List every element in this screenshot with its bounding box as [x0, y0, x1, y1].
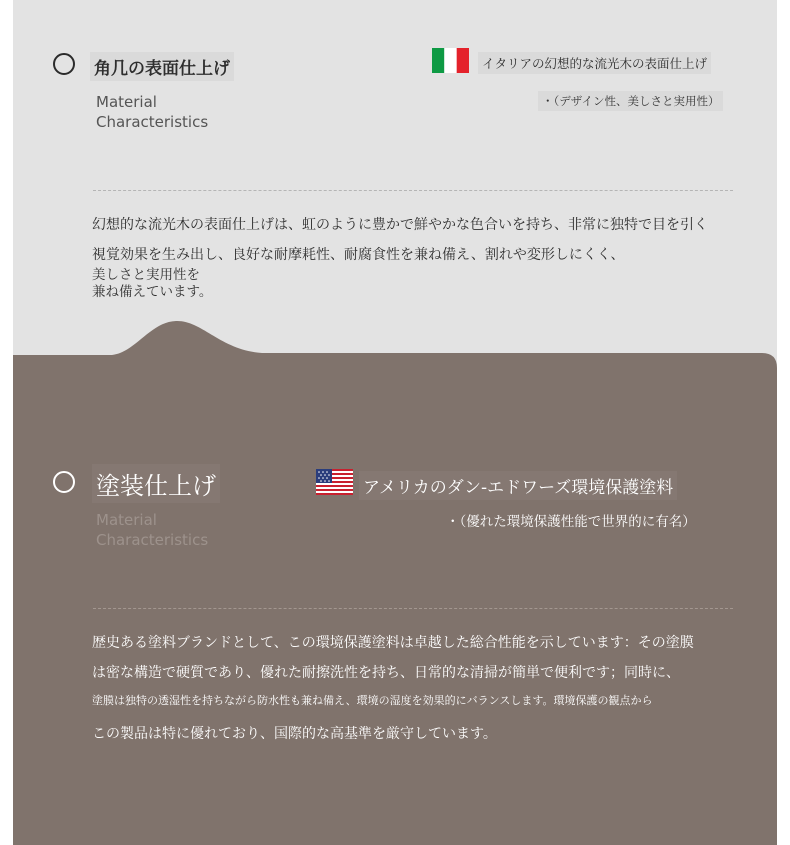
section2-radio-circle	[53, 471, 75, 493]
section1-title: 角几の表面仕上げ	[90, 52, 234, 81]
section2-subtitle-line2: Characteristics	[96, 531, 209, 549]
section1-body-line1: 幻想的な流光木の表面仕上げは、虹のように豊かで鮮やかな色合いを持ち、非常に独特で目を引く	[92, 217, 708, 233]
section1-origin-text: イタリアの幻想的な流光木の表面仕上げ	[478, 52, 711, 74]
section1-divider	[93, 190, 733, 191]
usa-flag-icon	[316, 469, 353, 495]
section1-body-line4: 兼ね備えています。	[92, 284, 213, 300]
section1-body-line3: 美しさと実用性を	[92, 267, 200, 283]
section2-origin-note: ・（優れた環境保護性能で世界的に有名）	[446, 514, 696, 530]
section2-body-line3: 塗膜は独特の透湿性を持ちながら防水性も兼ね備え、環境の湿度を効果的にバランスします。環境保護の観点から	[92, 694, 653, 707]
section2-body-line4: この製品は特に優れており、国際的な高基準を厳守しています。	[92, 726, 497, 742]
section1-subtitle-line1: Material	[96, 93, 157, 111]
section1-subtitle	[96, 92, 208, 132]
section1-body-line2: 視覚効果を生み出し、良好な耐摩耗性、耐腐食性を兼ね備え、割れや変形しにくく、	[92, 247, 625, 263]
section2-title: 塗装仕上げ	[92, 464, 220, 503]
section2-body-line2: は密な構造で硬質であり、優れた耐擦洗性を持ち、日常的な清掃が簡単で便利です；同時に、	[92, 665, 680, 681]
section2-body-line1: 歴史ある塗料ブランドとして、この環境保護塗料は卓越した総合性能を示しています：その塗膜	[92, 635, 694, 651]
section2-divider	[93, 608, 733, 609]
section1-origin-note: ・（デザイン性、美しさと実用性）	[538, 91, 723, 111]
section1-radio-circle	[53, 53, 75, 75]
section2-subtitle	[96, 510, 208, 550]
section2-subtitle-line1: Material	[96, 511, 157, 529]
italy-flag-icon	[432, 48, 469, 73]
section2-origin-text: アメリカのダン-エドワーズ環境保護塗料	[359, 471, 677, 500]
section1-subtitle-line2: Characteristics	[96, 113, 209, 131]
